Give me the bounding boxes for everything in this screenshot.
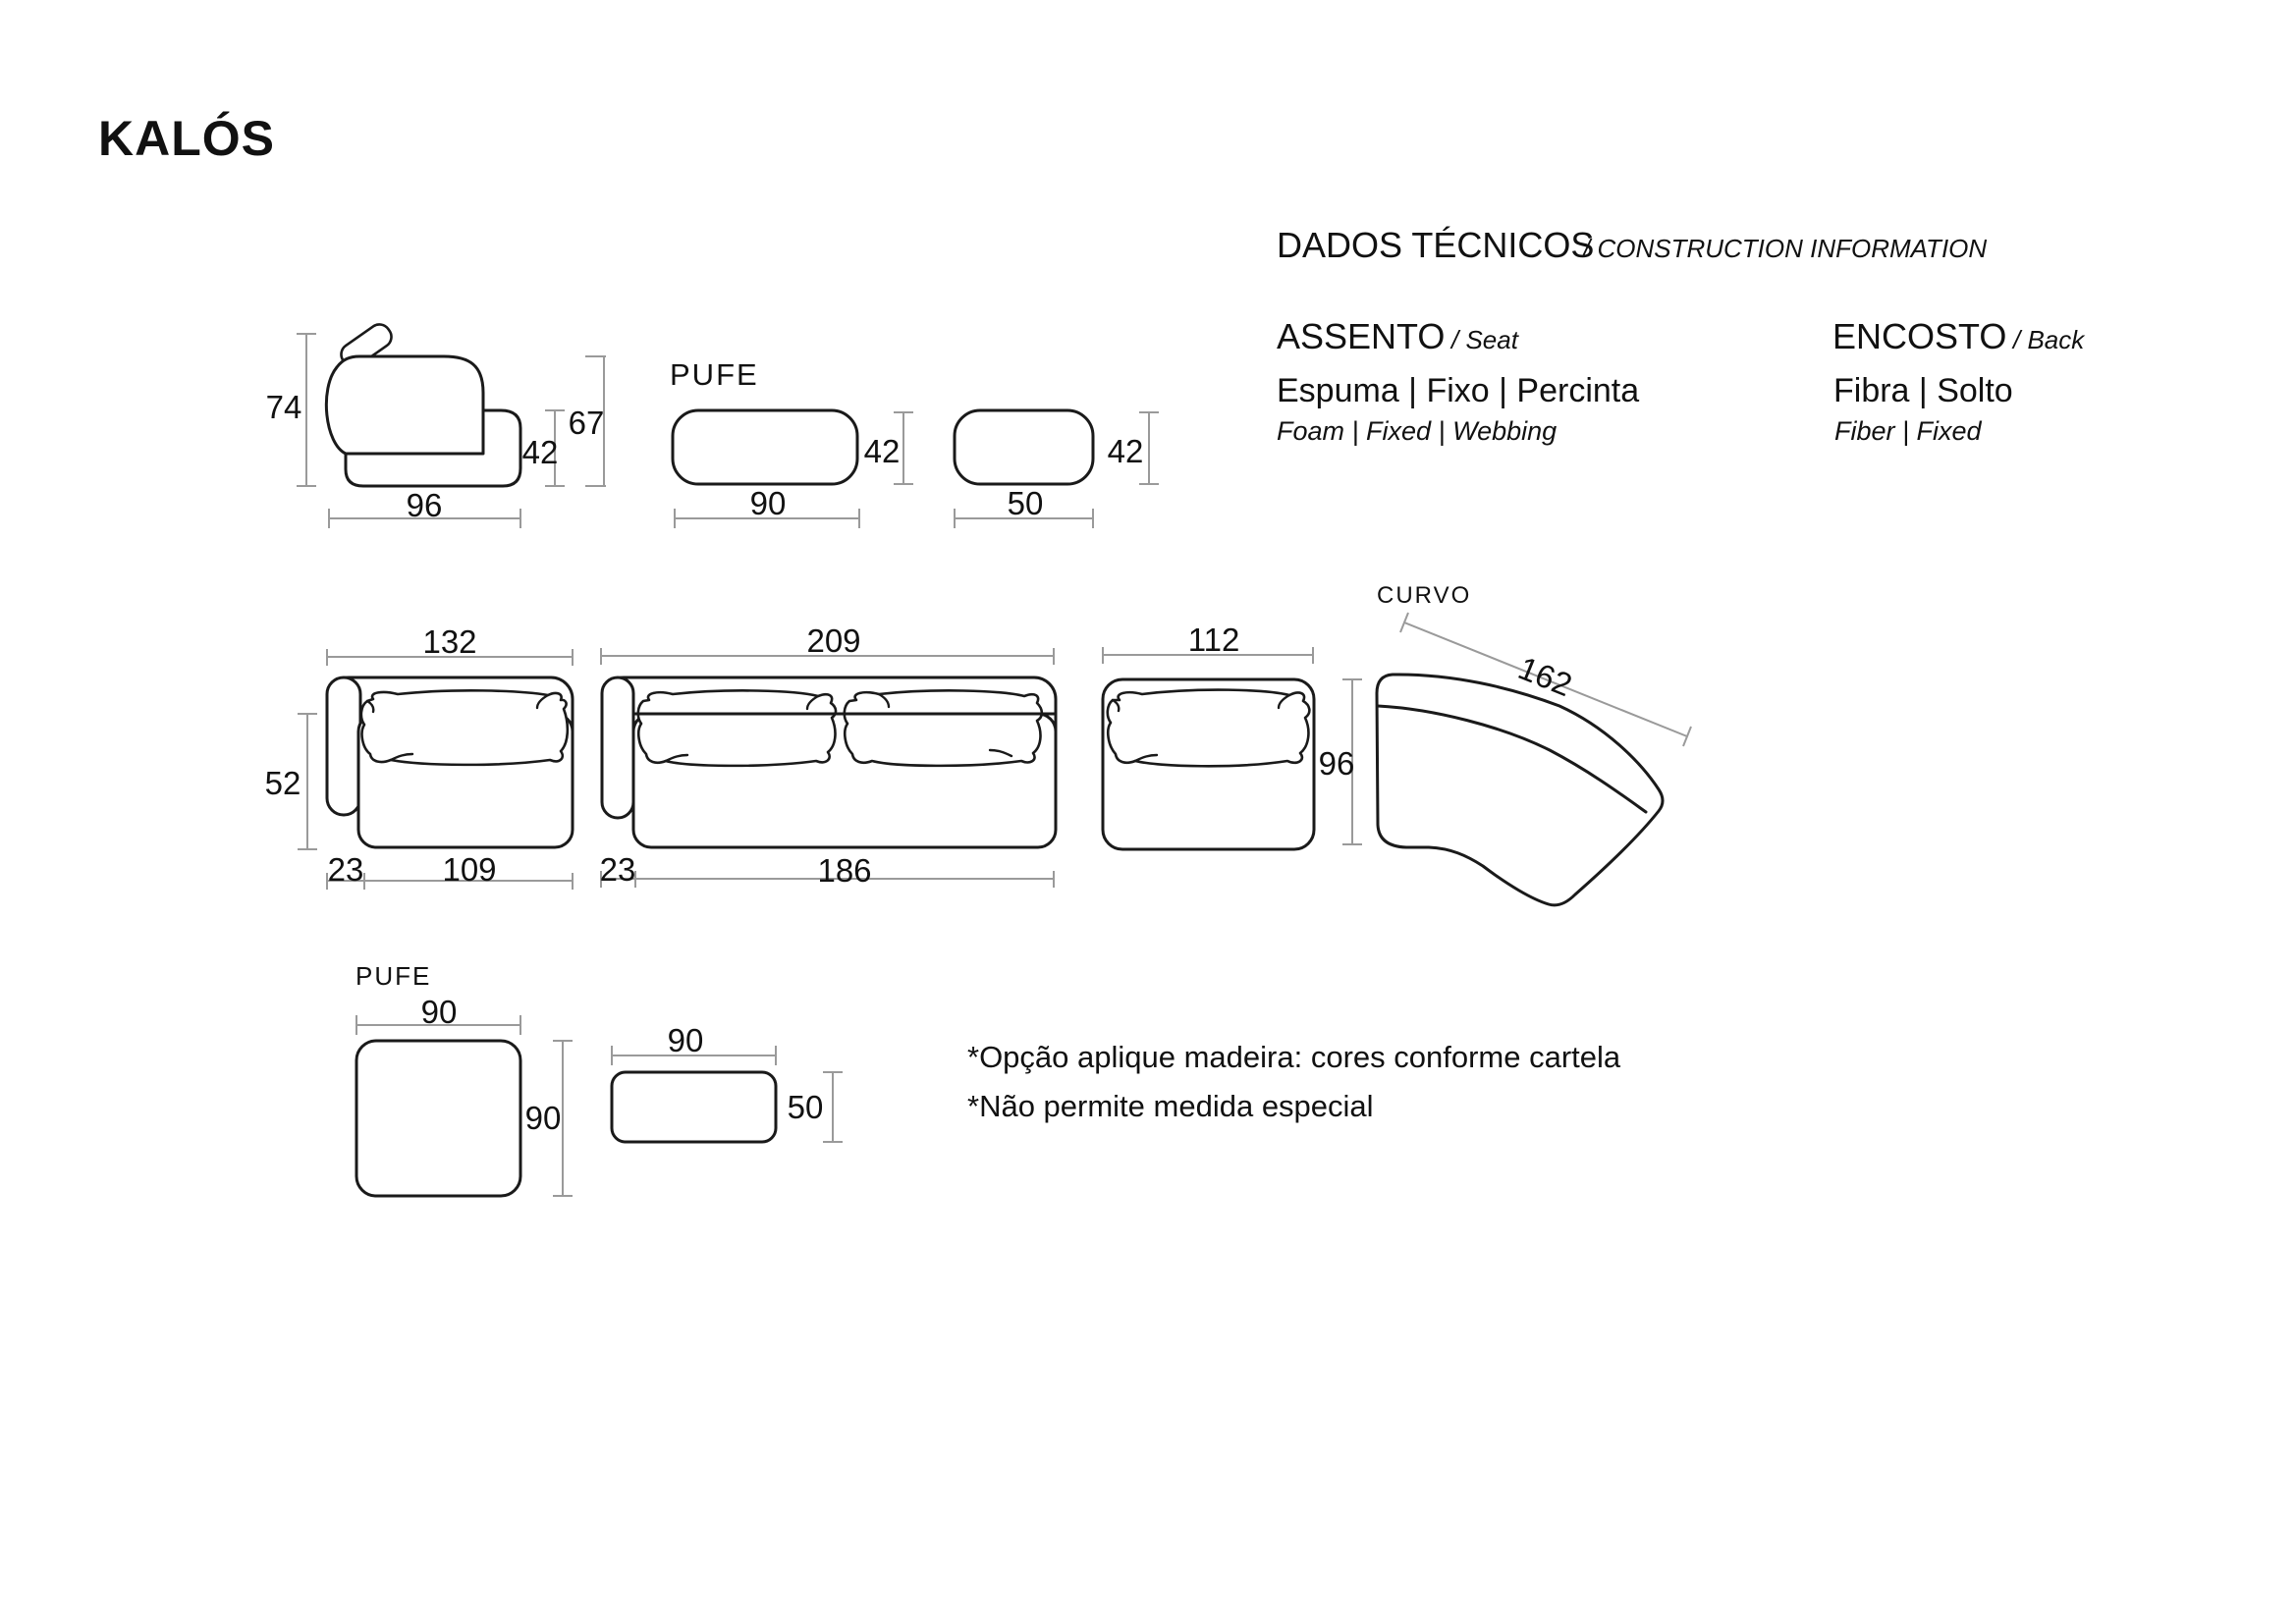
pufe-top-views (356, 1015, 843, 1196)
module-209-pillow-right (845, 690, 1042, 766)
note-wood-option: *Opção aplique madeira: cores conforme cartela (967, 1040, 1621, 1074)
dim-50-pufe: 50 (1007, 485, 1044, 521)
pufe-bottom-label: PUFE (355, 961, 432, 991)
dim-50-rect-side-lines (823, 1072, 843, 1142)
dim-96-module: 96 (1318, 745, 1355, 782)
dim-74: 74 (265, 389, 302, 425)
dim-23-mod132: 23 (327, 851, 364, 888)
encosto-label-en: / Back (2013, 325, 2085, 354)
pufe-side-views (673, 410, 1159, 528)
dim-90-sq-side: 90 (524, 1100, 562, 1136)
dim-96-depth: 96 (406, 487, 443, 523)
note-custom-size: *Não permite medida especial (967, 1089, 1374, 1123)
assento-value-pt: Espuma | Fixo | Percinta (1277, 372, 1640, 409)
armchair-side-view (297, 320, 606, 528)
dim-162: 162 (1513, 649, 1577, 704)
assento-label-pt: ASSENTO (1277, 316, 1446, 356)
tech-heading-en: / CONSTRUCTION INFORMATION (1583, 234, 1988, 263)
dim-50-rect: 50 (787, 1089, 824, 1125)
dim-112: 112 (1187, 622, 1240, 658)
pufe-square-shape (356, 1041, 520, 1196)
tech-heading-pt: DADOS TÉCNICOS (1277, 225, 1595, 265)
module-209-pillow-left (638, 690, 836, 766)
encosto-value-en: Fiber | Fixed (1834, 416, 1982, 446)
dim-109: 109 (442, 851, 497, 888)
encosto-value-pt: Fibra | Solto (1833, 372, 2013, 409)
dim-90-pufe: 90 (749, 485, 787, 521)
module-209-arm (602, 677, 633, 818)
pufe-50-side-shape (955, 410, 1093, 484)
dim-42-side: 42 (521, 434, 559, 470)
assento-label-en: / Seat (1451, 325, 1518, 354)
module-132-pillow (361, 690, 568, 765)
side-back-cushion (326, 356, 483, 454)
dim-42-pufe50: 42 (1107, 433, 1144, 469)
dim-132: 132 (422, 623, 477, 660)
assento-value-en: Foam | Fixed | Webbing (1277, 416, 1558, 446)
dim-42-pufe90: 42 (863, 433, 901, 469)
dim-209: 209 (806, 622, 861, 659)
dim-186: 186 (817, 852, 872, 889)
pufe-90-side-shape (673, 410, 857, 484)
dim-90-sq-top: 90 (420, 994, 458, 1030)
pufe-rect-shape (612, 1072, 776, 1142)
dim-52: 52 (264, 765, 301, 801)
dim-23-mod209: 23 (599, 851, 636, 888)
encosto-label-pt: ENCOSTO (1832, 316, 2007, 356)
page-title: KALÓS (98, 111, 275, 166)
dim-67: 67 (568, 405, 605, 441)
dim-90-rect-top: 90 (667, 1022, 704, 1058)
module-112-pillow (1108, 690, 1310, 767)
pufe-top-label: PUFE (670, 357, 759, 392)
module-132-arm (327, 677, 360, 815)
curvo-label: CURVO (1377, 582, 1472, 609)
